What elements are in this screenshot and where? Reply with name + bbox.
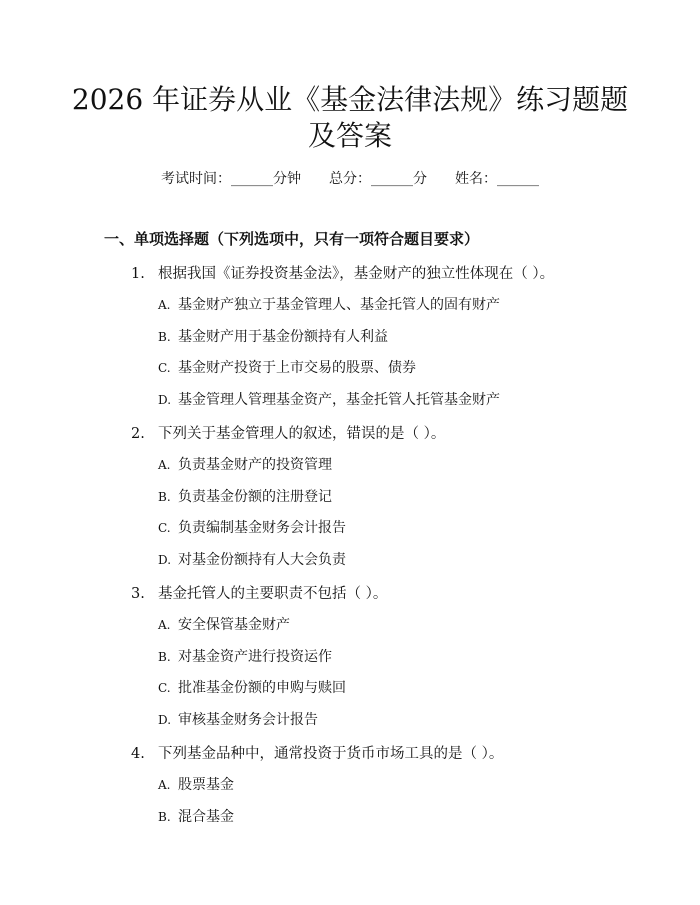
option-key: B.: [158, 810, 171, 824]
question-4-option-a: [158, 774, 234, 794]
option-key: C.: [158, 681, 171, 695]
question-number: 1.: [131, 266, 145, 282]
question-4: [131, 742, 503, 763]
option-text: 安全保管基金财产: [178, 617, 290, 633]
option-key: B.: [158, 490, 171, 504]
question-text: 下列关于基金管理人的叙述，错误的是（ ）。: [158, 426, 446, 442]
document-title-line2: 及答案: [307, 119, 392, 152]
exam-time: 考试时间：______分钟: [161, 171, 301, 187]
question-2: [131, 422, 445, 443]
question-number: 4.: [131, 746, 145, 762]
question-2-option-b: [158, 486, 332, 506]
question-3-option-d: [158, 709, 318, 729]
question-4-option-b: [158, 806, 234, 826]
section-heading: 一、单项选择题（下列选项中，只有一项符合题目要求）: [104, 230, 480, 248]
question-3-option-a: [158, 614, 290, 634]
option-key: A.: [158, 778, 171, 792]
option-key: D.: [158, 393, 172, 407]
question-3-option-c: [158, 677, 346, 697]
option-text: 批准基金份额的申购与赎回: [178, 680, 346, 696]
question-number: 3.: [131, 586, 145, 602]
question-3: [131, 582, 387, 603]
total-score: 总分：______分: [329, 171, 427, 187]
question-1-option-c: [158, 357, 416, 377]
option-text: 对基金份额持有人大会负责: [178, 552, 346, 568]
question-1: [131, 262, 554, 283]
option-key: C.: [158, 361, 171, 375]
option-key: A.: [158, 618, 171, 632]
candidate-name: 姓名：______: [455, 171, 539, 187]
option-text: 审核基金财务会计报告: [178, 712, 318, 728]
option-text: 负责基金份额的注册登记: [178, 489, 332, 505]
option-text: 负责编制基金财务会计报告: [178, 520, 346, 536]
option-text: 负责基金财产的投资管理: [178, 457, 332, 473]
option-text: 基金财产独立于基金管理人、基金托管人的固有财产: [178, 297, 500, 313]
question-2-option-d: [158, 549, 346, 569]
option-text: 基金财产用于基金份额持有人利益: [178, 329, 388, 345]
option-key: C.: [158, 521, 171, 535]
question-1-option-d: [158, 389, 500, 409]
option-key: D.: [158, 553, 172, 567]
option-key: A.: [158, 298, 171, 312]
option-text: 股票基金: [178, 777, 234, 793]
question-1-option-b: [158, 326, 388, 346]
question-text: 下列基金品种中，通常投资于货币市场工具的是（ ）。: [158, 746, 504, 762]
question-3-option-b: [158, 646, 332, 666]
question-text: 基金托管人的主要职责不包括（ ）。: [158, 586, 388, 602]
question-number: 2.: [131, 426, 145, 442]
option-text: 基金管理人管理基金资产，基金托管人托管基金财产: [178, 392, 500, 408]
question-text: 根据我国《证券投资基金法》，基金财产的独立性体现在（ ）。: [158, 266, 555, 282]
option-key: B.: [158, 650, 171, 664]
question-1-option-a: [158, 294, 500, 314]
document-title: 2026 年证券从业《基金法律法规》练习题题: [71, 83, 629, 116]
exam-info-line: [0, 168, 700, 188]
option-text: 对基金资产进行投资运作: [178, 649, 332, 665]
option-text: 混合基金: [178, 809, 234, 825]
option-key: B.: [158, 330, 171, 344]
option-key: A.: [158, 458, 171, 472]
question-2-option-c: [158, 517, 346, 537]
option-key: D.: [158, 713, 172, 727]
option-text: 基金财产投资于上市交易的股票、债券: [178, 360, 416, 376]
question-2-option-a: [158, 454, 332, 474]
